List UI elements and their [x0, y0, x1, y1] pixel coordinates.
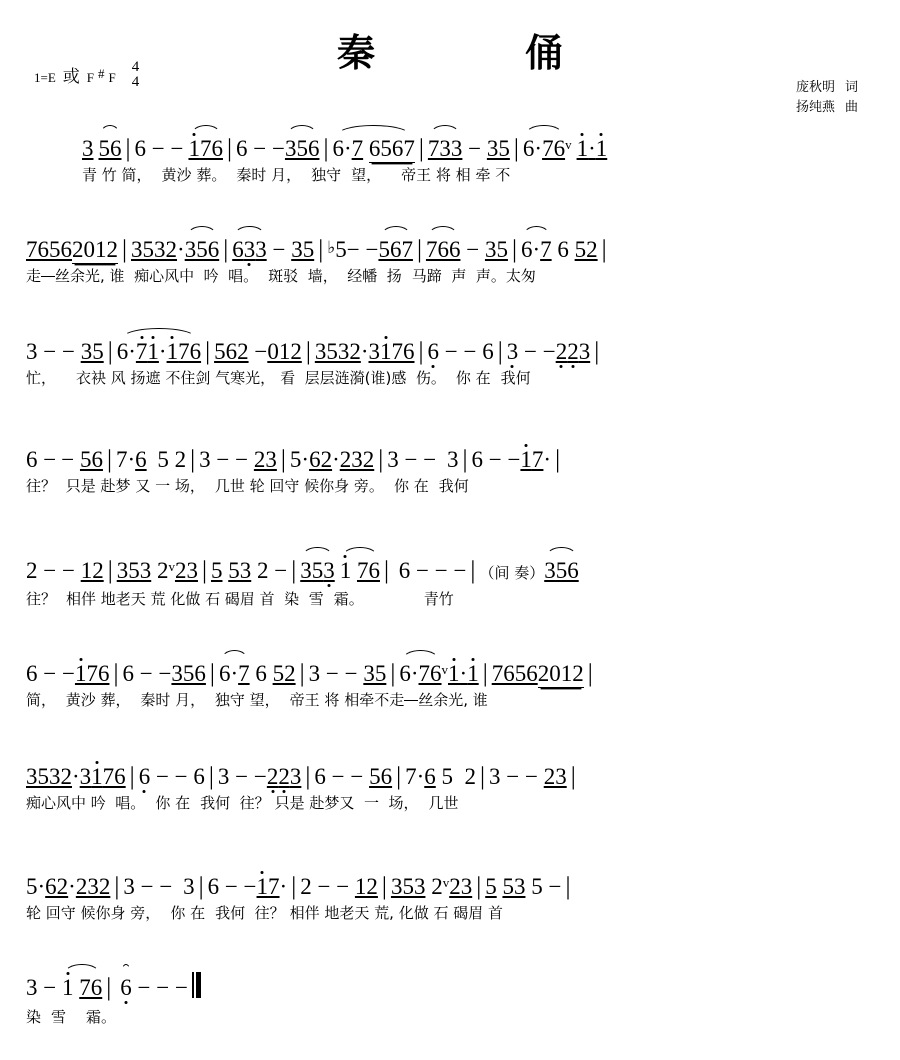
- key-signature-alt2: F: [108, 70, 116, 85]
- page-title: 秦 俑: [336, 31, 619, 75]
- notation-line-6: 6 − −176 | 6 − −356 | 6·7 6 52 | 3 − − 35 | $6\cdot 76^v1\cdot 1$ | 76562012 |: [26, 660, 593, 687]
- lyrics-line-7: 痴心风中 吟 唱。 你 在 我何 往？ 只是 赴梦又 一 场， 几世: [26, 794, 459, 812]
- music-system-9: [0, 972, 900, 1028]
- music-system-1: [0, 130, 900, 186]
- lyrics-line-1: 青 竹 简， 黄沙 葬。 秦时 月， 独守 望， 帝王 将 相 牵 不: [82, 166, 511, 184]
- music-system-5: [0, 552, 900, 610]
- music-system-2: [0, 233, 900, 287]
- credits: [796, 78, 858, 118]
- lyrics-line-6: 简， 黄沙 葬， 秦时 月， 独守 望， 帝王 将 相牵不走 丝余光, 谁: [26, 691, 488, 709]
- notation-line-8: 5·62·232 | 3 − − 3 | 6 − −17· | 2 − − 12 | 353 2$^v$23 | 5 53 5 − |: [26, 873, 571, 900]
- key-signature-conjunction: 或: [62, 67, 80, 86]
- lyrics-line-9: 染 雪 霜。: [26, 1008, 117, 1026]
- time-signature-numerator: 4: [131, 59, 140, 75]
- lyrics-line-2: 走 丝余光, 谁 痴心风中 吟 唱。 斑驳 墙， 经幡 扬 马蹄 声 声。太匆: [26, 267, 536, 285]
- notation-line-1: 3 56 | 6 − − 176 | 6 − −356 | 6·7 6567 | 733 − 35 | $6\cdot 76^v$ 1·1: [82, 135, 608, 162]
- notation-line-5: 2 − − 12 | 353 2$^v$23 | 5 53 2 − | 353 1 76 | 6 − − − | （间 奏）356: [26, 557, 579, 584]
- music-system-6: [0, 655, 900, 711]
- notation-line-9: 3 − 1 76 | 6 − − −: [0, 972, 900, 1006]
- lyrics-line-4: 往？ 只是 赴梦 又 一 场， 几世 轮 回守 候你身 旁。 你 在 我何: [26, 477, 469, 495]
- music-system-8: [0, 868, 900, 924]
- notation-line-4: 6 − − 56 | 7·6 5 2 | 3 − − 23 | 5·62·232 | 3 − − 3 | 6 − −17· |: [26, 446, 561, 473]
- notation-line-2: 76562012 | 3532·356 | 633 − 35 | ♭5− −567 | 766 − 35 | 6·7 6 52 |: [26, 236, 607, 263]
- key-signature-prefix: 1=E: [34, 70, 56, 85]
- lyrics-line-5: 往？ 相伴 地老天 荒 化做 石 碣眉 首 染 雪 霜。 青竹: [26, 590, 454, 608]
- music-system-7: [0, 762, 900, 814]
- credit-composer: 扬纯燕 曲: [795, 100, 858, 115]
- credit-lyricist: 庞秋明 词: [795, 80, 858, 95]
- lyrics-line-8: 轮 回守 候你身 旁， 你 在 我何 往？ 相伴 地老天 荒, 化做 石 碣眉 首: [26, 904, 504, 922]
- sharp-icon: #: [98, 66, 105, 81]
- music-system-4: [0, 445, 900, 497]
- notation-line-3: 3 − − 35 | 6·71·176 | 562 −012 | 3532·3176 | 6 − − 6 | 3 − −223 |: [26, 338, 600, 365]
- key-signature: [34, 60, 139, 90]
- final-barline-icon: [192, 972, 201, 1006]
- notation-line-7: 3532·3176 | 6 − − 6 | 3 − −223 | 6 − − 56 | 7·6 5 2 | 3 − − 23 |: [26, 763, 576, 790]
- key-signature-alt: F: [86, 70, 95, 85]
- music-system-3: [0, 337, 900, 389]
- lyrics-line-3: 忙， 衣袂 风 扬遮 不住剑 气寒光， 看 层层涟漪(谁)感 伤。 你 在 我何: [26, 369, 531, 387]
- time-signature-denominator: 4: [131, 74, 140, 90]
- time-signature: [132, 60, 140, 90]
